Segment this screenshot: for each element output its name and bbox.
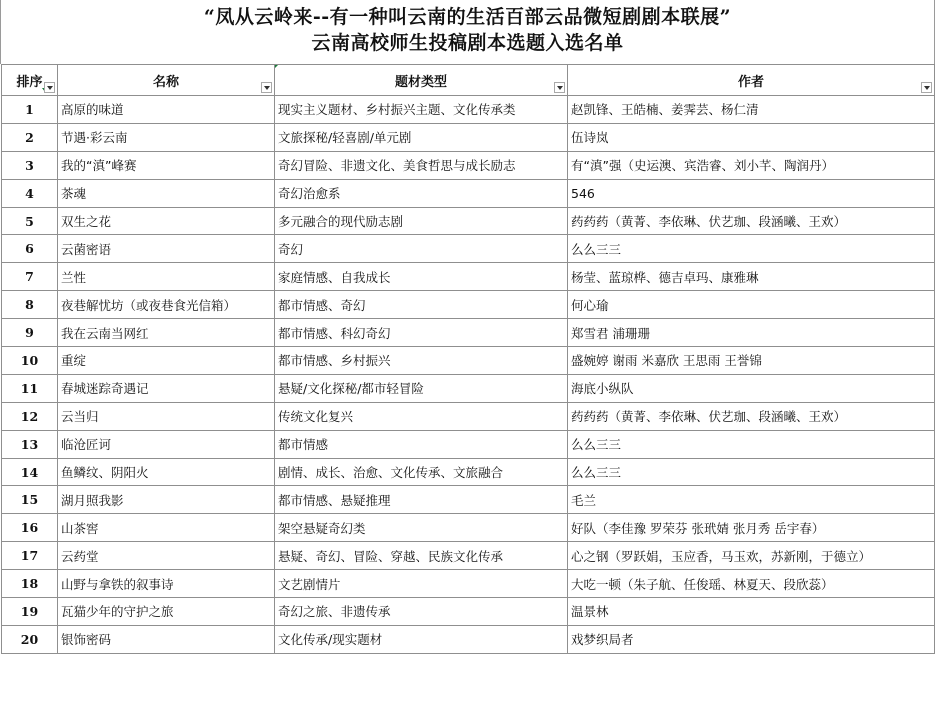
cell-genre[interactable]: 文旅探秘/轻喜剧/单元剧 bbox=[275, 123, 568, 151]
cell-genre[interactable]: 都市情感、科幻奇幻 bbox=[275, 319, 568, 347]
table-row[interactable] bbox=[2, 319, 935, 347]
table-row[interactable] bbox=[2, 96, 935, 124]
table-row[interactable] bbox=[2, 291, 935, 319]
cell-genre[interactable]: 剧情、成长、治愈、文化传承、文旅融合 bbox=[275, 458, 568, 486]
table-row[interactable] bbox=[2, 235, 935, 263]
table-row[interactable] bbox=[2, 458, 935, 486]
cell-name[interactable]: 瓦猫少年的守护之旅 bbox=[58, 598, 275, 626]
cell-author[interactable]: 心之钢（罗跃娟，玉应香，马玉欢，苏新刚，于德立） bbox=[568, 542, 935, 570]
cell-rank[interactable]: 18 bbox=[2, 570, 58, 598]
cell-genre[interactable]: 奇幻之旅、非遗传承 bbox=[275, 598, 568, 626]
cell-genre[interactable]: 都市情感、奇幻 bbox=[275, 291, 568, 319]
cell-name[interactable]: 云当归 bbox=[58, 402, 275, 430]
cell-rank[interactable]: 16 bbox=[2, 514, 58, 542]
cell-genre[interactable]: 奇幻 bbox=[275, 235, 568, 263]
header-genre bbox=[275, 65, 568, 96]
cell-name[interactable]: 湖月照我影 bbox=[58, 486, 275, 514]
table-row[interactable] bbox=[2, 542, 935, 570]
header-rank bbox=[2, 65, 58, 96]
cell-rank[interactable]: 2 bbox=[2, 123, 58, 151]
filter-dropdown-icon[interactable] bbox=[921, 82, 932, 93]
cell-genre[interactable]: 奇幻治愈系 bbox=[275, 179, 568, 207]
cell-name[interactable]: 重绽 bbox=[58, 347, 275, 375]
table-row[interactable] bbox=[2, 486, 935, 514]
cell-rank[interactable]: 15 bbox=[2, 486, 58, 514]
cell-name[interactable]: 我的“滇”峰赛 bbox=[58, 151, 275, 179]
table-row[interactable] bbox=[2, 179, 935, 207]
cell-author[interactable]: 药药药（黄菁、李依琳、伏艺珈、段涵曦、王欢） bbox=[568, 207, 935, 235]
header-author bbox=[568, 65, 935, 96]
header-genre-label: 题材类型 bbox=[394, 74, 447, 90]
cell-rank[interactable]: 17 bbox=[2, 542, 58, 570]
cell-author[interactable]: 何心瑜 bbox=[568, 291, 935, 319]
table-row[interactable] bbox=[2, 402, 935, 430]
cell-name[interactable]: 山野与拿铁的叙事诗 bbox=[58, 570, 275, 598]
cell-rank[interactable]: 13 bbox=[2, 430, 58, 458]
cell-name[interactable]: 节遇·彩云南 bbox=[58, 123, 275, 151]
cell-author[interactable]: 盛婉婷 谢雨 米嘉欣 王思雨 王誉锦 bbox=[568, 347, 935, 375]
title-block bbox=[0, 0, 935, 64]
cell-name[interactable]: 夜巷解忧坊（或夜巷食光信箱） bbox=[58, 291, 275, 319]
cell-author[interactable]: 546 bbox=[568, 179, 935, 207]
table-row[interactable] bbox=[2, 207, 935, 235]
cell-genre[interactable]: 现实主义题材、乡村振兴主题、文化传承类 bbox=[275, 96, 568, 124]
cell-rank[interactable]: 12 bbox=[2, 402, 58, 430]
cell-name[interactable]: 鱼鳞纹、阴阳火 bbox=[58, 458, 275, 486]
header-author-label: 作者 bbox=[737, 74, 764, 90]
cell-rank[interactable]: 19 bbox=[2, 598, 58, 626]
cell-author[interactable]: 戏梦织局者 bbox=[568, 625, 935, 653]
cell-author[interactable]: 温景林 bbox=[568, 598, 935, 626]
cell-author[interactable]: 郑雪君 浦珊珊 bbox=[568, 319, 935, 347]
cell-author[interactable]: 杨莹、蓝琼桦、德吉卓玛、康雅琳 bbox=[568, 263, 935, 291]
cell-genre[interactable]: 悬疑、奇幻、冒险、穿越、民族文化传承 bbox=[275, 542, 568, 570]
cell-author[interactable]: 伍诗岚 bbox=[568, 123, 935, 151]
table-row[interactable] bbox=[2, 151, 935, 179]
cell-name[interactable]: 云菌密语 bbox=[58, 235, 275, 263]
cell-name[interactable]: 银饰密码 bbox=[58, 625, 275, 653]
table-row[interactable] bbox=[2, 123, 935, 151]
cell-author[interactable]: 大吃一顿（朱子航、任俊瑶、林夏天、段欣蕊） bbox=[568, 570, 935, 598]
filter-dropdown-icon[interactable] bbox=[44, 82, 55, 93]
table-row[interactable] bbox=[2, 347, 935, 375]
cell-rank[interactable]: 8 bbox=[2, 291, 58, 319]
cell-name[interactable]: 高原的味道 bbox=[58, 96, 275, 124]
sheet-title: “凤从云岭来--有一种叫云南的生活百部云品微短剧剧本联展” bbox=[203, 6, 732, 28]
cell-genre[interactable]: 家庭情感、自我成长 bbox=[275, 263, 568, 291]
cell-name[interactable]: 临沧匠诃 bbox=[58, 430, 275, 458]
cell-author[interactable]: 么么三三 bbox=[568, 430, 935, 458]
cell-genre[interactable]: 都市情感 bbox=[275, 430, 568, 458]
cell-rank[interactable]: 6 bbox=[2, 235, 58, 263]
table-row[interactable] bbox=[2, 598, 935, 626]
cell-genre[interactable]: 奇幻冒险、非遗文化、美食哲思与成长励志 bbox=[275, 151, 568, 179]
sheet-subtitle: 云南高校师生投稿剧本选题入选名单 bbox=[311, 32, 624, 54]
cell-name[interactable]: 山茶窖 bbox=[58, 514, 275, 542]
filter-dropdown-icon[interactable] bbox=[261, 82, 272, 93]
cell-author[interactable]: 好队（李佳豫 罗荣芬 张玳婧 张月秀 岳宇春） bbox=[568, 514, 935, 542]
cell-genre[interactable]: 都市情感、乡村振兴 bbox=[275, 347, 568, 375]
header-rank-label: 排序 bbox=[16, 74, 43, 90]
cell-rank[interactable]: 7 bbox=[2, 263, 58, 291]
cell-rank[interactable]: 1 bbox=[2, 96, 58, 124]
cell-name[interactable]: 兰性 bbox=[58, 263, 275, 291]
cell-rank[interactable]: 3 bbox=[2, 151, 58, 179]
cell-rank[interactable]: 10 bbox=[2, 347, 58, 375]
table-row[interactable] bbox=[2, 514, 935, 542]
table-row[interactable] bbox=[2, 570, 935, 598]
cell-rank[interactable]: 5 bbox=[2, 207, 58, 235]
cell-rank[interactable]: 11 bbox=[2, 374, 58, 402]
cell-rank[interactable]: 20 bbox=[2, 625, 58, 653]
cell-author[interactable]: 么么三三 bbox=[568, 458, 935, 486]
cell-genre[interactable]: 都市情感、悬疑推理 bbox=[275, 486, 568, 514]
cell-rank[interactable]: 14 bbox=[2, 458, 58, 486]
cell-name[interactable]: 我在云南当网红 bbox=[58, 319, 275, 347]
table-body bbox=[2, 96, 935, 654]
comment-indicator-icon bbox=[275, 65, 280, 70]
cell-genre[interactable]: 架空悬疑奇幻类 bbox=[275, 514, 568, 542]
cell-genre[interactable]: 文艺剧情片 bbox=[275, 570, 568, 598]
cell-name[interactable]: 茶魂 bbox=[58, 179, 275, 207]
table-row[interactable] bbox=[2, 625, 935, 653]
cell-author[interactable]: 有“滇”强（史运澳、宾浩睿、刘小芊、陶润丹） bbox=[568, 151, 935, 179]
table-row[interactable] bbox=[2, 263, 935, 291]
filter-dropdown-icon[interactable] bbox=[554, 82, 565, 93]
header-name-label: 名称 bbox=[152, 74, 179, 90]
cell-author[interactable]: 么么三三 bbox=[568, 235, 935, 263]
selection-table bbox=[1, 64, 935, 654]
cell-author[interactable]: 毛兰 bbox=[568, 486, 935, 514]
cell-genre[interactable]: 悬疑/文化探秘/都市轻冒险 bbox=[275, 374, 568, 402]
cell-author[interactable]: 药药药（黄菁、李依琳、伏艺珈、段涵曦、王欢） bbox=[568, 402, 935, 430]
cell-name[interactable]: 云药堂 bbox=[58, 542, 275, 570]
cell-name[interactable]: 春城迷踪奇遇记 bbox=[58, 374, 275, 402]
cell-genre[interactable]: 文化传承/现实题材 bbox=[275, 625, 568, 653]
header-row bbox=[2, 65, 935, 96]
cell-name[interactable]: 双生之花 bbox=[58, 207, 275, 235]
header-name bbox=[58, 65, 275, 96]
cell-rank[interactable]: 9 bbox=[2, 319, 58, 347]
table-row[interactable] bbox=[2, 430, 935, 458]
cell-author[interactable]: 赵凯锋、王皓楠、姜霁芸、杨仁清 bbox=[568, 96, 935, 124]
cell-genre[interactable]: 多元融合的现代励志剧 bbox=[275, 207, 568, 235]
table-row[interactable] bbox=[2, 374, 935, 402]
cell-author[interactable]: 海底小纵队 bbox=[568, 374, 935, 402]
cell-rank[interactable]: 4 bbox=[2, 179, 58, 207]
cell-genre[interactable]: 传统文化复兴 bbox=[275, 402, 568, 430]
